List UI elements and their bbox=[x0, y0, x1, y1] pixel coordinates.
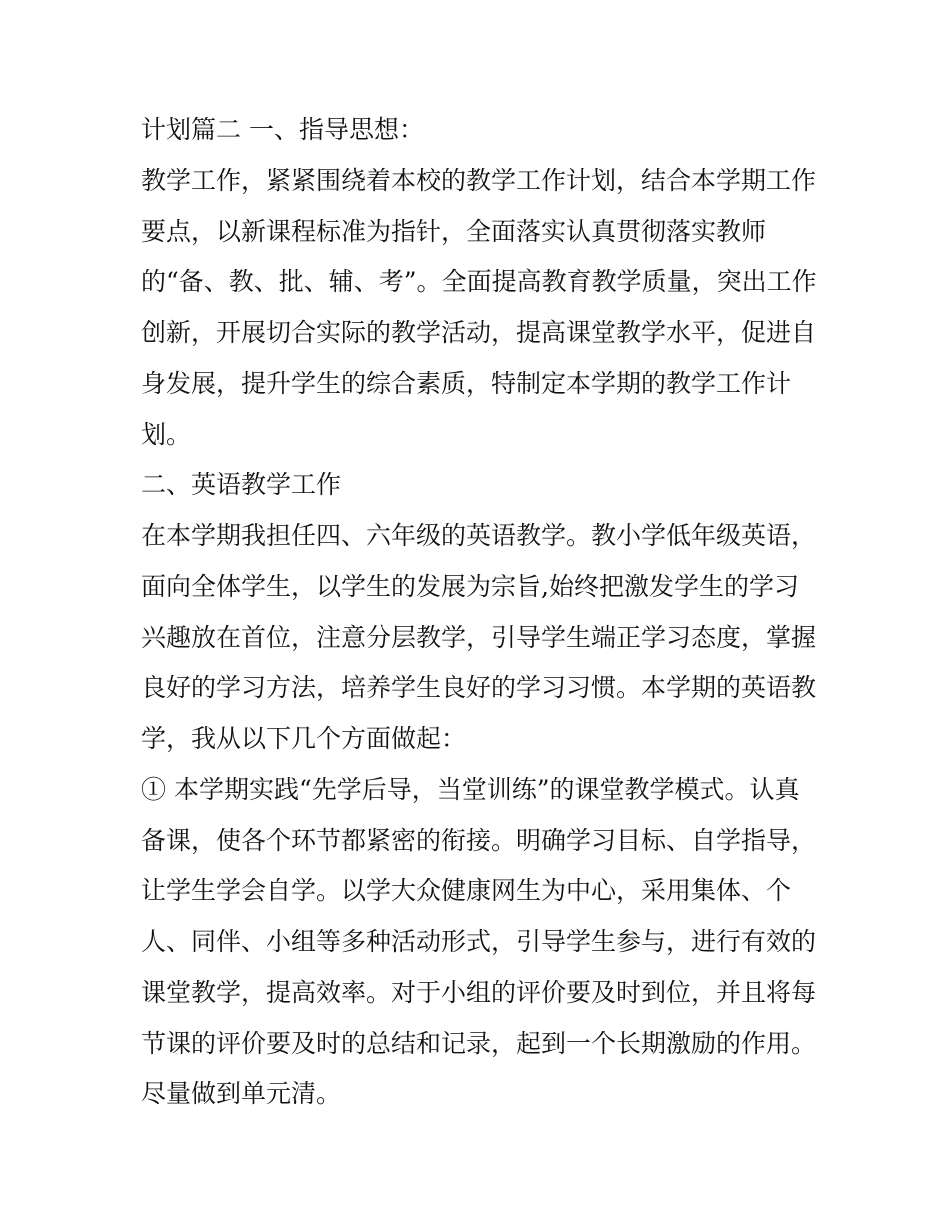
paragraph-line: 教学工作，紧紧围绕着本校的教学工作计划，结合本学期工作 bbox=[141, 166, 817, 195]
paragraph-line: 让学生学会自学。以学大众健康网生为中心，采用集体、个 bbox=[141, 876, 792, 905]
paragraph-line: 良好的学习方法，培养学生良好的学习习惯。本学期的英语教 bbox=[141, 673, 817, 702]
list-item-line: ① 本学期实践“先学后导，当堂训练”的课堂教学模式。认真 bbox=[141, 775, 800, 804]
paragraph-line: 要点，以新课程标准为指针，全面落实认真贯彻落实教师 bbox=[141, 217, 767, 246]
heading-guiding-ideology: 计划篇二 一、指导思想： bbox=[141, 115, 424, 144]
paragraph-line: 兴趣放在首位，注意分层教学，引导学生端正学习态度，掌握 bbox=[141, 623, 817, 652]
paragraph-line: 的“备、教、批、辅、考”。全面提高教育教学质量，突出工作 bbox=[141, 267, 817, 296]
paragraph-line: 学，我从以下几个方面做起： bbox=[141, 724, 467, 753]
paragraph-line: 在本学期我担任四、六年级的英语教学。教小学低年级英语， bbox=[141, 521, 817, 550]
heading-english-teaching: 二、英语教学工作 bbox=[141, 470, 342, 499]
paragraph-line: 划。 bbox=[141, 420, 192, 449]
paragraph-line: 节课的评价要及时的总结和记录，起到一个长期激励的作用。 bbox=[141, 1029, 817, 1058]
paragraph-line: 人、同伴、小组等多种活动形式，引导学生参与，进行有效的 bbox=[141, 927, 817, 956]
paragraph-line: 备课，使各个环节都紧密的衔接。明确学习目标、自学指导， bbox=[141, 826, 817, 855]
paragraph-line: 身发展，提升学生的综合素质，特制定本学期的教学工作计 bbox=[141, 369, 792, 398]
paragraph-line: 面向全体学生，以学生的发展为宗旨,始终把激发学生的学习 bbox=[141, 572, 799, 601]
paragraph-line: 课堂教学，提高效率。对于小组的评价要及时到位，并且将每 bbox=[141, 978, 817, 1007]
paragraph-line: 创新，开展切合实际的教学活动，提高课堂教学水平，促进自 bbox=[141, 318, 817, 347]
paragraph-line: 尽量做到单元清。 bbox=[141, 1079, 342, 1108]
